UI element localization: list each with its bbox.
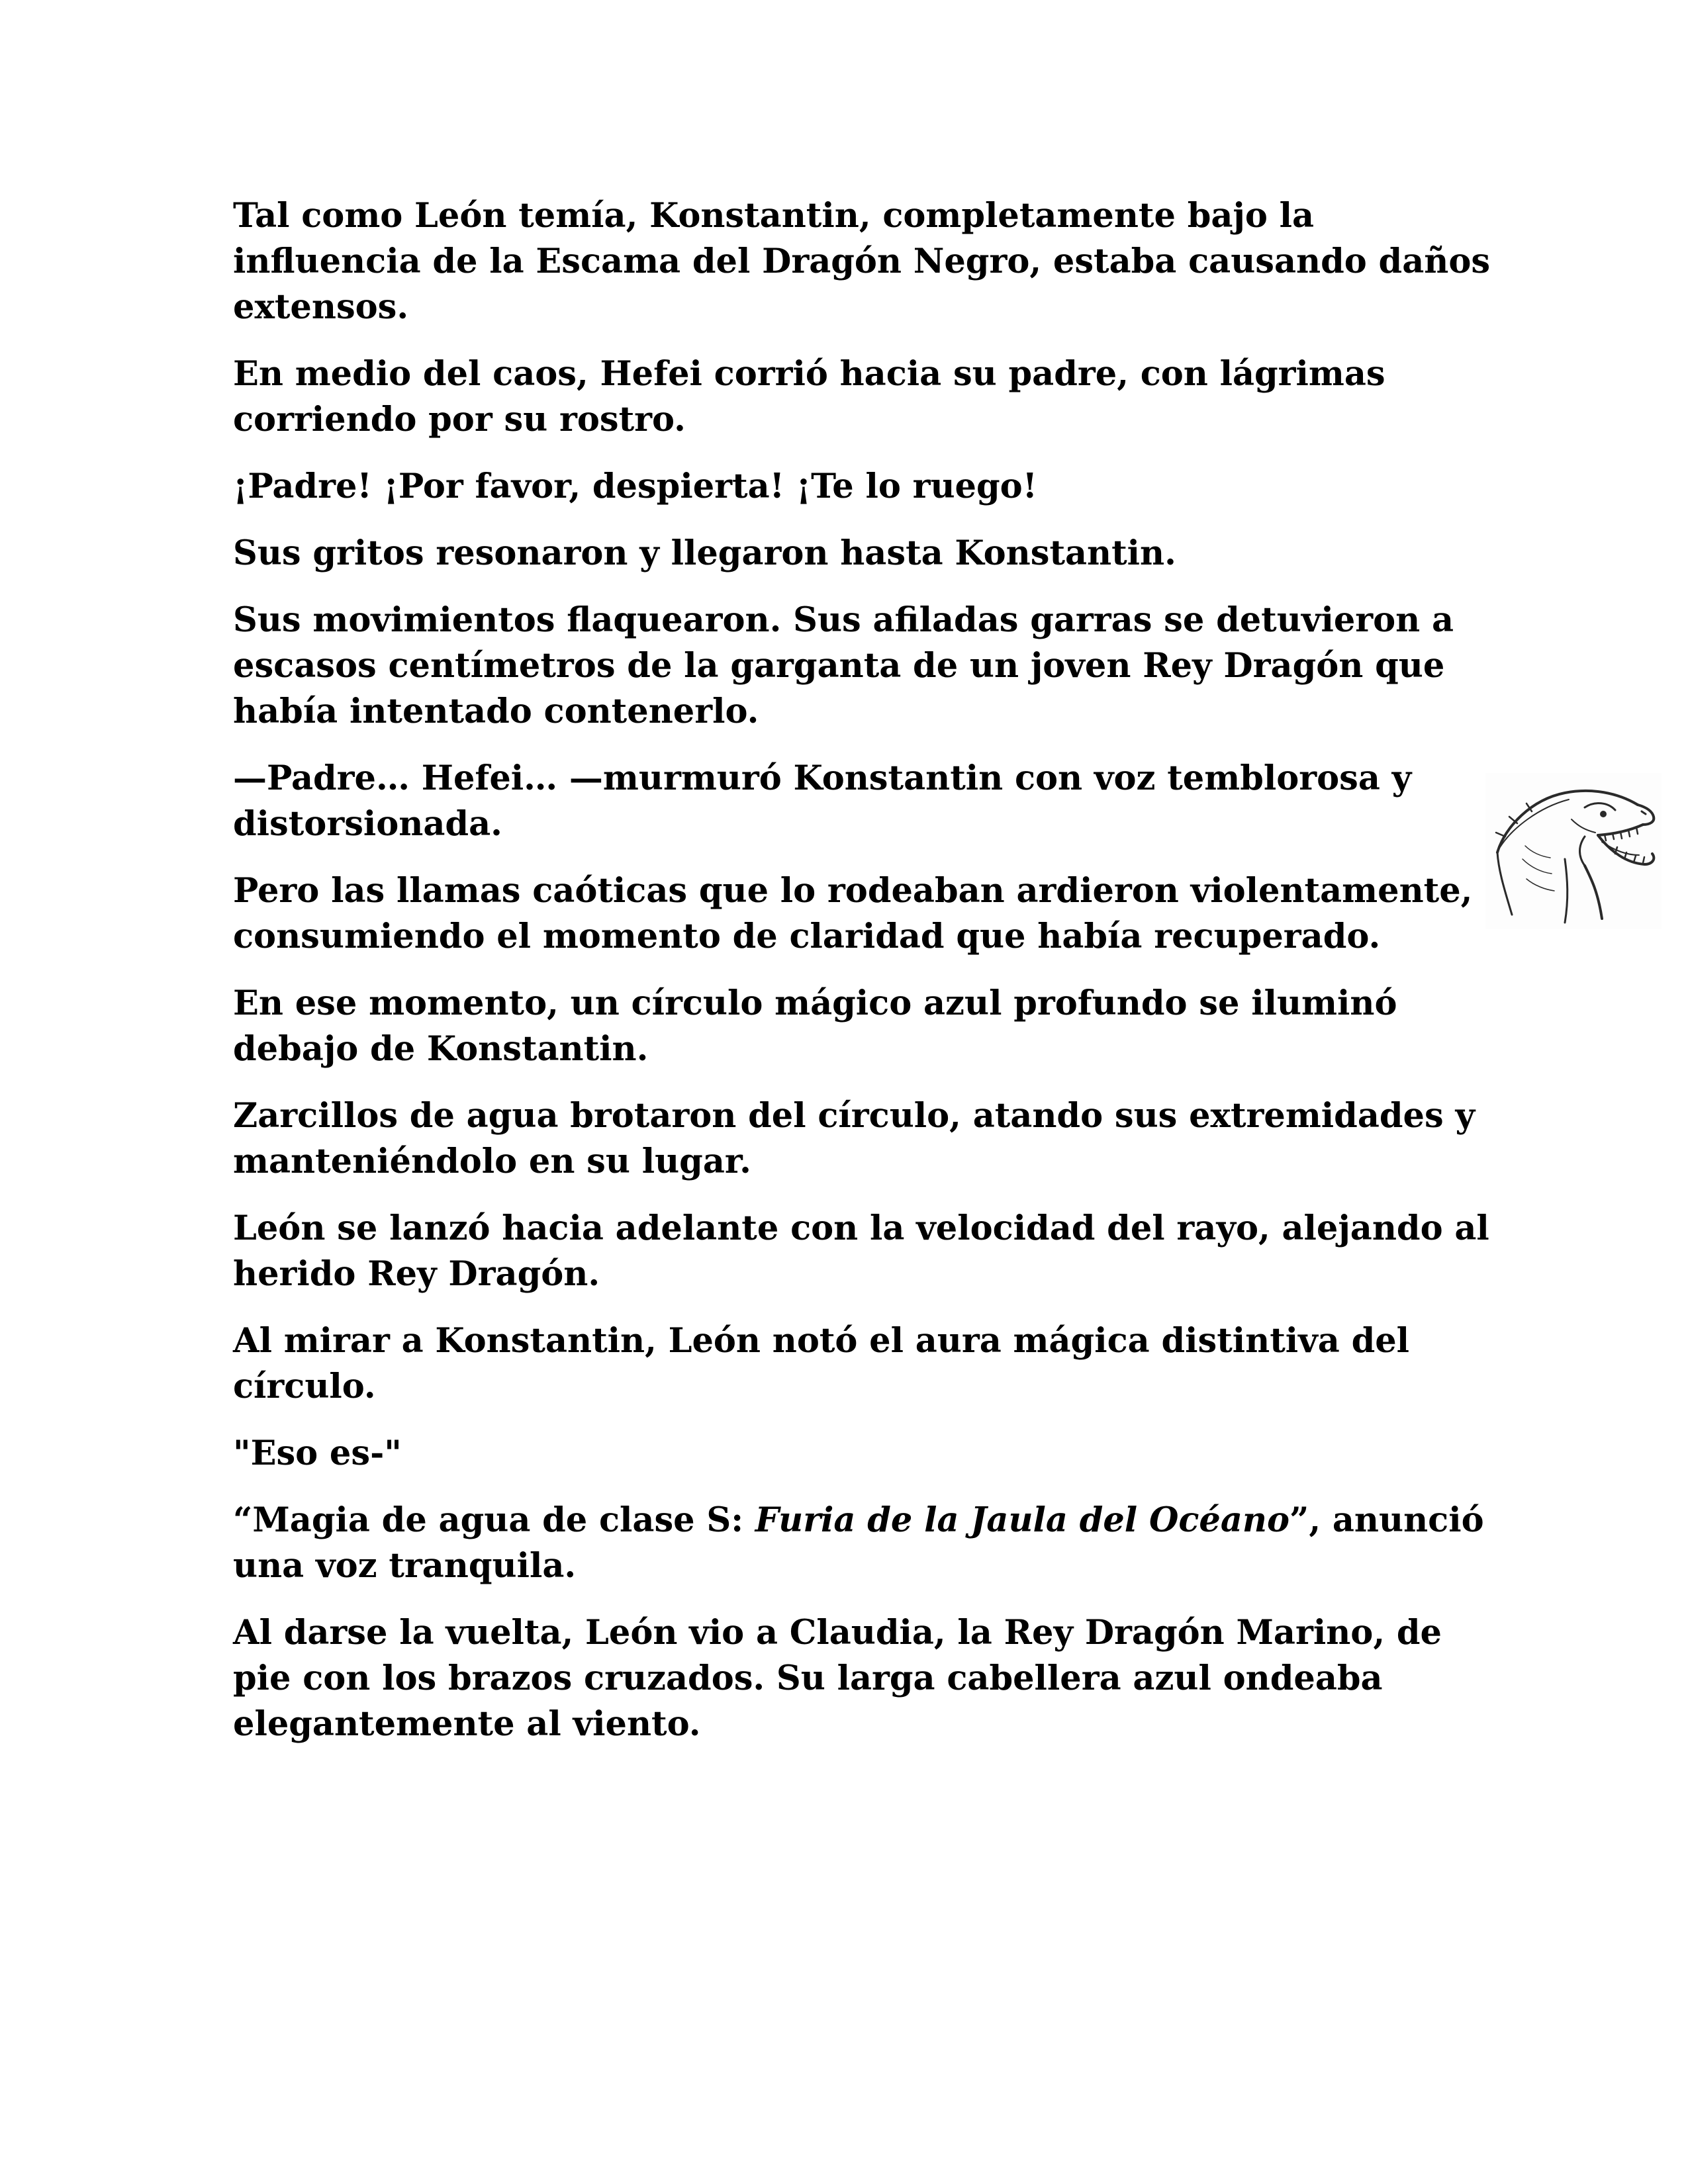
paragraph-8: En ese momento, un círculo mágico azul profundo se iluminó debajo de Konstantin. bbox=[233, 983, 1397, 1069]
final-paragraph: Al darse la vuelta, León vio a Claudia, la Rey Dragón Marino, de pie con los brazos cruzados. Su larga cabellera azul ondeaba elegantemente al viento. bbox=[233, 1613, 1442, 1744]
spell-outro: ”, anunció una voz tranquila. bbox=[233, 1500, 1484, 1586]
paragraph-11: Al mirar a Konstantin, León notó el aura mágica distintiva del círculo. bbox=[233, 1321, 1410, 1406]
paragraph-5: Sus movimientos flaquearon. Sus afiladas garras se detuvieron a escasos centímetros de la garganta de un joven Rey Dragón que había intentado contenerlo. bbox=[233, 600, 1454, 731]
paragraph-4: Sus gritos resonaron y llegaron hasta Konstantin. bbox=[233, 533, 1176, 573]
spell-name: Furia de la Jaula del Océano bbox=[755, 1500, 1290, 1540]
paragraph-3: ¡Padre! ¡Por favor, despierta! ¡Te lo ruego! bbox=[233, 467, 1038, 506]
dragon-head-sketch-icon bbox=[1485, 773, 1662, 929]
paragraph-10: León se lanzó hacia adelante con la velocidad del rayo, alejando al herido Rey Dragón. bbox=[233, 1208, 1489, 1294]
spell-intro: “Magia de agua de clase S: bbox=[233, 1500, 755, 1540]
paragraph-9: Zarcillos de agua brotaron del círculo, atando sus extremidades y manteniéndolo en su lugar. bbox=[233, 1096, 1476, 1181]
spell-paragraph bbox=[233, 1498, 1491, 1589]
paragraph-7: Pero las llamas caóticas que lo rodeaban ardieron violentamente, consumiendo el momento de claridad que había recuperado. bbox=[233, 871, 1473, 956]
paragraph-12: "Eso es-" bbox=[233, 1433, 402, 1473]
paragraph-1: Tal como León temía, Konstantin, completamente bajo la influencia de la Escama del Dragón Negro, estaba causando daños extensos. bbox=[233, 196, 1491, 327]
story-text bbox=[233, 193, 1491, 1768]
paragraph-2: En medio del caos, Hefei corrió hacia su padre, con lágrimas corriendo por su rostro. bbox=[233, 354, 1385, 439]
paragraph-6: —Padre… Hefei… —murmuró Konstantin con voz temblorosa y distorsionada. bbox=[233, 758, 1412, 844]
